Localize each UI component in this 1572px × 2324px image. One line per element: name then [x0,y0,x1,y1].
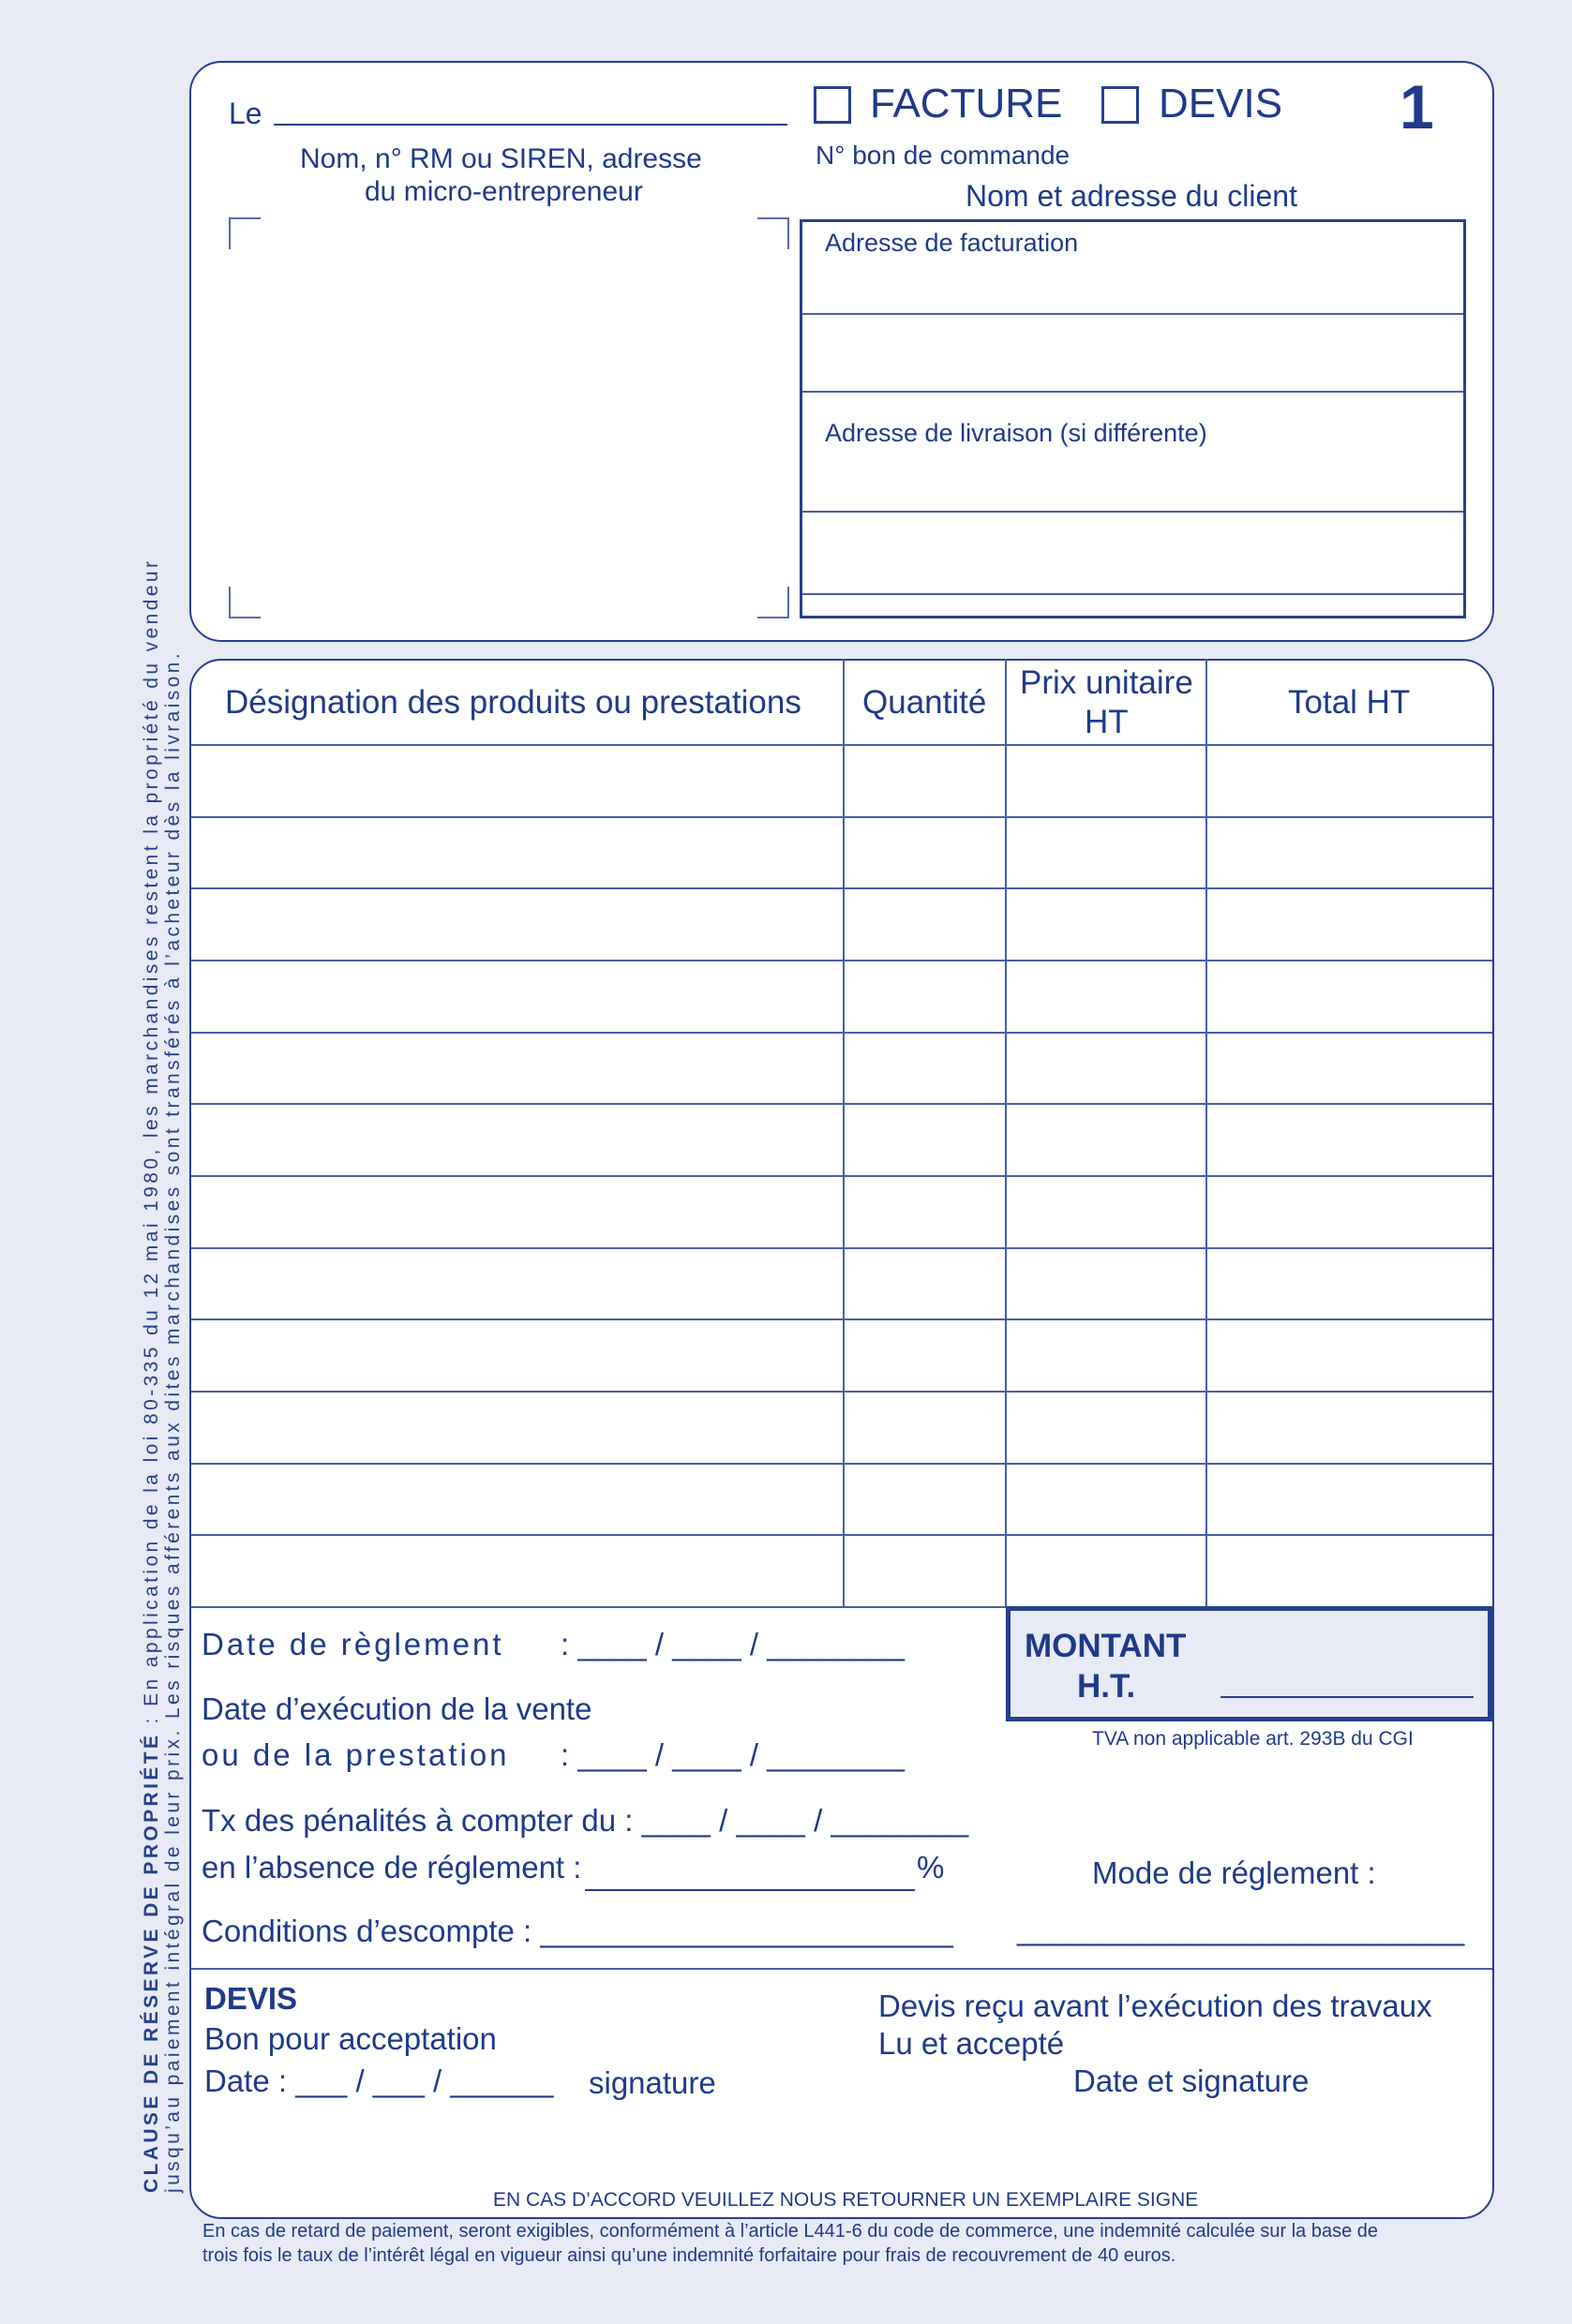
seller-address-area[interactable] [229,217,789,618]
table-row-divider [191,1103,1492,1105]
devis-checkbox[interactable] [1101,86,1139,124]
designation-cell[interactable] [191,1534,843,1606]
percent-sign: % [917,1850,945,1885]
devis-signature-area[interactable] [204,2108,1479,2183]
date-label: Le [229,97,262,130]
total-cell[interactable] [1205,1463,1492,1535]
unit-price-cell[interactable] [1005,816,1205,888]
quantity-cell[interactable] [843,744,1005,816]
designation-cell[interactable] [191,960,843,1032]
table-row-divider [191,960,1492,961]
tva-note: TVA non applicable art. 293B du CGI [1092,1728,1414,1750]
col-header-total-ht: Total HT [1288,684,1411,721]
clause-line2: jusqu’au paiement intégral de leur prix. Les risques afférents aux dites marchandises sont transférés à l’acheteur dès la livraison. [162,649,184,2193]
quantity-cell[interactable] [843,960,1005,1032]
unit-price-cell[interactable] [1005,1318,1205,1391]
designation-cell[interactable] [191,887,843,960]
table-row-divider [191,1175,1492,1177]
corner-mark [229,587,261,618]
unit-price-cell[interactable] [1005,744,1205,816]
payment-mode-field[interactable]: __________________________ [1017,1912,1465,1946]
unit-price-cell[interactable] [1005,1391,1205,1463]
quantity-cell[interactable] [843,1391,1005,1463]
late-payment-line2: trois fois le taux de l’intérêt légal en vigueur ainsi qu’une indemnité forfaitaire pour frais de recouvrement de 40 euros. [202,2245,1176,2266]
billing-address-field[interactable] [802,266,1463,313]
total-cell[interactable] [1205,960,1492,1032]
designation-cell[interactable] [191,1103,843,1175]
penalty-absence-label: en l’absence de réglement : [202,1850,582,1885]
billing-address-label: Adresse de facturation [825,229,1079,257]
total-cell[interactable] [1205,1032,1492,1104]
discount-conditions[interactable]: Conditions d’escompte : ________________________ [202,1914,953,1948]
table-row-divider [191,1391,1492,1393]
table-row-divider [191,887,1492,889]
quantity-cell[interactable] [843,816,1005,888]
total-cell[interactable] [1205,744,1492,816]
copy-number: 1 [1400,72,1434,142]
reservation-clause [141,558,184,2193]
payment-date-label: Date de règlement [202,1627,504,1661]
total-cell[interactable] [1205,816,1492,888]
total-cell[interactable] [1205,1103,1492,1175]
table-row-divider [191,816,1492,818]
designation-cell[interactable] [191,744,843,816]
unit-price-cell[interactable] [1005,1103,1205,1175]
billing-address-field-2[interactable] [802,315,1463,390]
montant-ht-field[interactable] [1220,1696,1474,1698]
execution-date-line2: ou de la prestation [202,1737,510,1772]
total-cell[interactable] [1205,1534,1492,1606]
designation-cell[interactable] [191,816,843,888]
devis-received-line2: Lu et accepté [878,2026,1065,2061]
unit-price-cell[interactable] [1005,887,1205,960]
devis-received-line1: Devis reçu avant l’exécution des travaux [878,1989,1432,2023]
divider [802,593,1463,595]
unit-price-cell[interactable] [1005,960,1205,1032]
penalty-rate-line[interactable]: Tx des pénalités à compter du : ____ / ____ / ________ [202,1803,969,1838]
divider [802,391,1463,393]
quantity-cell[interactable] [843,1463,1005,1535]
total-cell[interactable] [1205,1175,1492,1247]
designation-cell[interactable] [191,1318,843,1391]
po-label: N° bon de commande [816,141,1070,170]
quantity-cell[interactable] [843,1103,1005,1175]
total-cell[interactable] [1205,1247,1492,1319]
table-row-divider [191,1463,1492,1465]
devis-divider [191,1968,1492,1970]
devis-date-field[interactable]: Date : ___ / ___ / ______ [204,2063,554,2098]
quantity-cell[interactable] [843,1247,1005,1319]
unit-price-cell[interactable] [1005,1534,1205,1606]
unit-price-cell[interactable] [1005,1463,1205,1535]
table-row-divider [191,1318,1492,1320]
col-header-prix-ht: HT [1085,704,1129,740]
ht-label: H.T. [1077,1668,1136,1705]
devis-accept-label: Bon pour acceptation [204,2021,497,2056]
designation-cell[interactable] [191,1247,843,1319]
date-field[interactable] [274,124,787,126]
clause-title: CLAUSE DE RÉSERVE DE PROPRIÉTÉ [141,1732,162,2193]
payment-mode-label: Mode de réglement : [1092,1855,1376,1890]
clause-line1: : En application de la loi 80-335 du 12 mai 1980, les marchandises restent la propriété du vendeur [141,558,162,1733]
designation-cell[interactable] [191,1032,843,1104]
designation-cell[interactable] [191,1391,843,1463]
table-row-divider [191,1247,1492,1249]
delivery-address-field-2[interactable] [802,513,1463,592]
client-caption: Nom et adresse du client [966,179,1297,213]
unit-price-cell[interactable] [1005,1247,1205,1319]
devis-received-line3: Date et signature [1073,2063,1310,2098]
seller-caption-line2: du micro-entrepreneur [365,176,643,207]
corner-mark [229,217,261,249]
payment-date-field[interactable]: : ____ / ____ / ________ [561,1627,905,1661]
return-notice: EN CAS D’ACCORD VEUILLEZ NOUS RETOURNER UN EXEMPLAIRE SIGNE [493,2189,1199,2211]
corner-mark [757,587,789,618]
designation-cell[interactable] [191,1463,843,1535]
total-cell[interactable] [1205,887,1492,960]
table-row-divider [191,1032,1492,1034]
devis-title: DEVIS [204,1981,298,2016]
quantity-cell[interactable] [843,1032,1005,1104]
quantity-cell[interactable] [843,1318,1005,1391]
col-header-designation: Désignation des produits ou prestations [225,684,801,721]
designation-cell[interactable] [191,1175,843,1247]
devis-signature-label: signature [589,2065,716,2100]
penalty-percent-field[interactable] [585,1889,915,1891]
montant-label: MONTANT [1025,1628,1187,1664]
corner-mark [757,217,789,249]
facture-checkbox[interactable] [814,86,851,124]
delivery-address-field[interactable] [802,459,1463,510]
table-row-divider [191,1534,1492,1536]
quantity-cell[interactable] [843,887,1005,960]
facture-label: FACTURE [870,81,1063,127]
execution-date-field[interactable]: : ____ / ____ / ________ [561,1737,905,1772]
total-cell[interactable] [1205,1391,1492,1463]
col-header-quantite: Quantité [862,684,987,721]
delivery-address-label: Adresse de livraison (si différente) [825,419,1207,447]
quantity-cell[interactable] [843,1534,1005,1606]
col-header-prix-unitaire: Prix unitaire [1020,664,1193,701]
quantity-cell[interactable] [843,1175,1005,1247]
unit-price-cell[interactable] [1005,1032,1205,1104]
seller-caption-line1: Nom, n° RM ou SIREN, adresse [300,143,702,174]
unit-price-cell[interactable] [1005,1175,1205,1247]
execution-date-line1: Date d’exécution de la vente [202,1691,592,1726]
total-cell[interactable] [1205,1318,1492,1391]
late-payment-line1: En cas de retard de paiement, seront exigibles, conformément à l’article L441-6 du code de commerce, une indemnité calculée sur la base de [202,2221,1379,2242]
devis-label: DEVIS [1159,81,1283,127]
